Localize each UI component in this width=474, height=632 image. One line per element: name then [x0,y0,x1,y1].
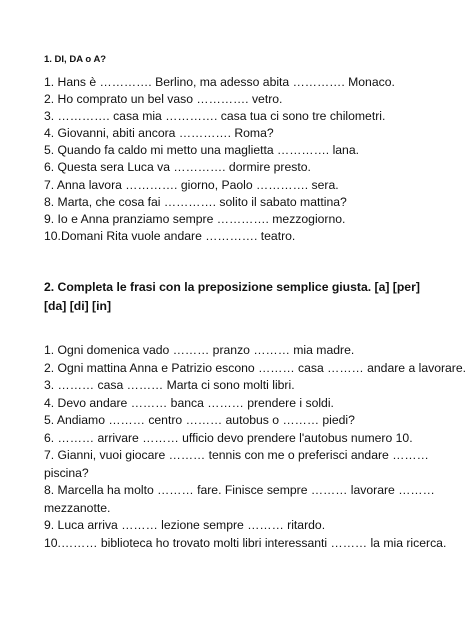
exercise-1-item-8: 8. Marta, che cosa fai …………. solito il sabato mattina? [44,194,347,209]
exercise-2-item-4: 4. Devo andare ……… banca ……… prendere i soldi. [44,395,334,410]
exercise-2-item-7-line-1: 7. Gianni, vuoi giocare ……… tennis con me o preferisci andare ……… [44,448,429,462]
exercise-1-item-1: 1. Hans è …………. Berlino, ma adesso abita …………. Monaco. [44,75,395,89]
exercise-2-item-2: 2. Ogni mattina Anna e Patrizio escono ……… casa ……… andare a lavorare. [44,360,467,375]
exercise-1-item-10: 10.Domani Rita vuole andare …………. teatro. [44,228,296,243]
section-2-exercise-list [44,342,467,552]
exercise-1-item-9: 9. Io e Anna pranziamo sempre …………. mezzogiorno. [44,211,346,226]
exercise-2-item-5: 5. Andiamo ……… centro ……… autobus o ……… piedi? [44,413,355,427]
exercise-2-item-8 [44,482,444,517]
exercise-2-item-3: 3. ……… casa ……… Marta ci sono molti libri. [44,378,295,392]
exercise-2-item-6: 6. ……… arrivare ……… ufficio devo prendere l'autobus numero 10. [44,430,413,445]
exercise-2-item-10: 10.……… biblioteca ho trovato molti libri interessanti ……… la mia ricerca. [44,535,447,550]
section-2-title: 2. Completa le frasi con la preposizione semplice giusta. [a] [per] [da] [di] [in] [44,280,420,313]
section-1-title: 1. DI, DA o A? [44,54,107,65]
exercise-1-item-3: 3. …………. casa mia …………. casa tua ci sono tre chilometri. [44,109,386,124]
exercise-1-item-7: 7. Anna lavora …………. giorno, Paolo …………. sera. [44,177,339,192]
exercise-1-item-5: 5. Quando fa caldo mi metto una maglietta …………. lana. [44,143,360,158]
exercise-2-item-9: 9. Luca arriva ……… lezione sempre ……… ritardo. [44,518,326,532]
exercise-2-item-8-line-2: mezzanotte. [44,500,111,515]
exercise-1-item-2: 2. Ho comprato un bel vaso …………. vetro. [44,92,283,107]
exercise-1-item-6: 6. Questa sera Luca va …………. dormire presto. [44,160,311,175]
exercise-1-item-4: 4. Giovanni, abiti ancora …………. Roma? [44,126,274,141]
exercise-2-item-7-line-2: piscina? [44,465,89,480]
exercise-2-item-8-line-1: 8. Marcella ha molto ……… fare. Finisce sempre ……… lavorare ……… [44,483,435,497]
section-1-exercise-list [44,74,395,245]
exercise-2-item-7 [44,447,444,482]
exercise-2-item-1: 1. Ogni domenica vado ……… pranzo ……… mia madre. [44,343,355,357]
